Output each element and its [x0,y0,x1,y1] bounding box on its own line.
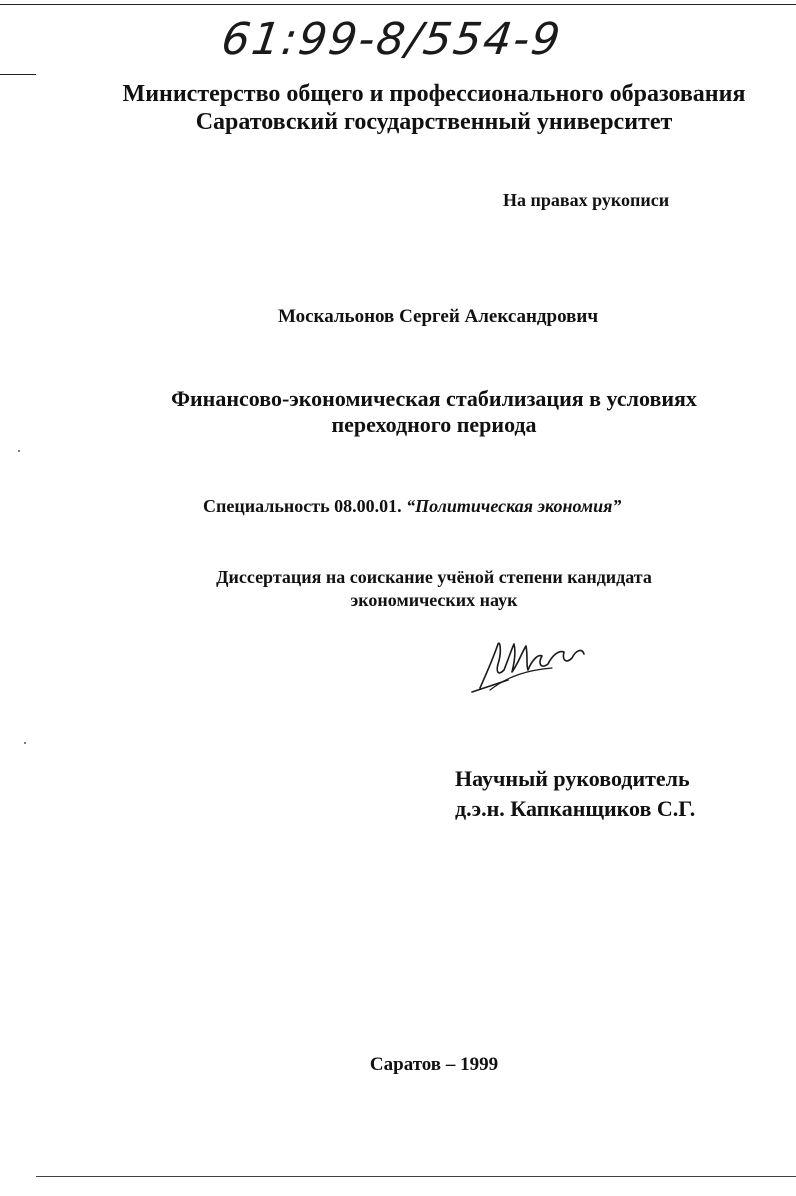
scan-speck [18,450,20,452]
scan-bottom-rule [36,1176,796,1177]
author-name: Москальонов Сергей Александрович [277,306,599,327]
archive-number: 61:99-8/554-9 [218,14,565,65]
dissertation-degree-line2: экономических наук [350,590,518,610]
author-signature [468,630,588,700]
dissertation-title-line2: переходного периода [331,412,537,437]
university-heading: Саратовский государственный университет [195,109,673,135]
city-year: Саратов – 1999 [369,1054,499,1075]
scan-left-mark [0,74,36,75]
advisor-name: д.э.н. Капканщиков С.Г. [455,796,696,821]
scan-speck [24,742,26,744]
specialty-line [203,496,621,517]
specialty-prefix: Специальность 08.00.01. [203,496,407,516]
dissertation-degree-line1: Диссертация на соискание учёной степени кандидата [216,567,652,587]
specialty-name: “Политическая экономия” [406,496,622,516]
ministry-heading: Министерство общего и профессионального образования [122,81,746,107]
manuscript-note: На правах рукописи [503,190,670,210]
dissertation-title-line1: Финансово-экономическая стабилизация в условиях [171,386,697,411]
advisor-role: Научный руководитель [455,766,690,791]
scan-top-rule [0,4,796,5]
